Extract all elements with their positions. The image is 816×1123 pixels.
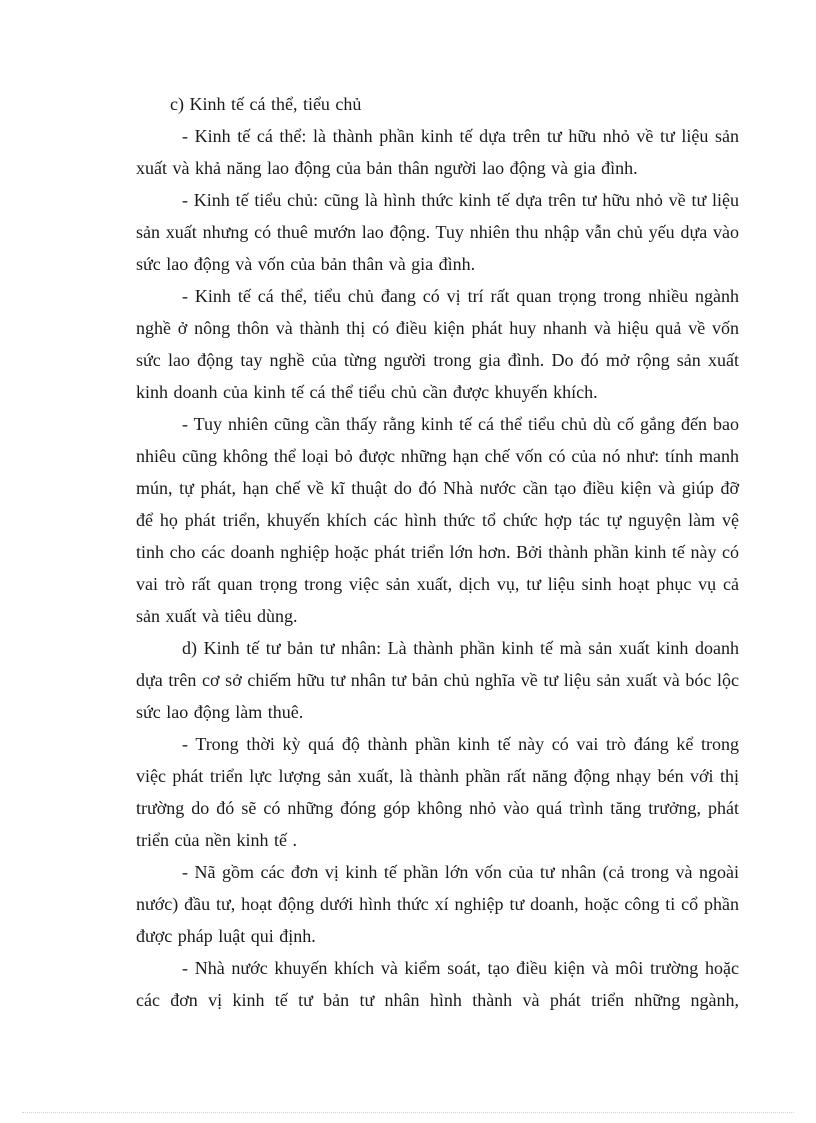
paragraph-limitations: - Tuy nhiên cũng cần thấy rằng kinh tế cá thể tiểu chủ dù cố gắng đến bao nhiêu cũng không thể loại bỏ được những hạn chế vốn có của nó như: tính manh mún, tự phát, hạn chế về kĩ thuật do đó Nhà nước cần tạo điều kiện và giúp đỡ để họ phát triển, khuyến khích các hình thức tổ chức hợp tác tự nguyện làm vệ tinh cho các doanh nghiệp hoặc phát triển lớn hơn. Bởi thành phần kinh tế này có vai trò rất quan trọng trong việc sản xuất, dịch vụ, tư liệu sinh hoạt phục vụ cả sản xuất và tiêu dùng.	[136, 414, 739, 626]
paragraph-role-transition: - Trong thời kỳ quá độ thành phần kinh tế này có vai trò đáng kể trong việc phát triển lực lượng sản xuất, là thành phần rất năng động nhạy bén với thị trường do đó sẽ có những đóng góp không nhỏ vào quá trình tăng trưởng, phát triển của nền kinh tế .	[136, 734, 739, 850]
document-page	[136, 88, 739, 1016]
paragraph-state-encourage: - Nhà nước khuyến khích và kiểm soát, tạo điều kiện và môi trường hoặc các đơn vị kinh tế tư bản tư nhân hình thành và phát triển những ngành,	[136, 958, 739, 1010]
paragraph-importance: - Kinh tế cá thể, tiểu chủ đang có vị trí rất quan trọng trong nhiều ngành nghề ở nông thôn và thành thị có điều kiện phát huy nhanh và hiệu quả về vốn sức lao động tay nghề của từng người trong gia đình. Do đó mở rộng sản xuất kinh doanh của kinh tế cá thể tiểu chủ cần được khuyến khích.	[136, 286, 739, 402]
section-heading-d: d) Kinh tế tư bản tư nhân: Là thành phần kinh tế mà sản xuất kinh doanh dựa trên cơ sở chiếm hữu tư nhân tư bản chủ nghĩa về tư liệu sản xuất và bóc lộc sức lao động làm thuê.	[136, 638, 739, 722]
paragraph-composition: - Nã gồm các đơn vị kinh tế phần lớn vốn của tư nhân (cả trong và ngoài nước) đầu tư, hoạt động dưới hình thức xí nghiệp tư doanh, hoặc công ti cổ phần được pháp luật qui định.	[136, 862, 739, 946]
paragraph-small-owner-economy: - Kinh tế tiểu chủ: cũng là hình thức kinh tế dựa trên tư hữu nhỏ về tư liệu sản xuất nhưng có thuê mướn lao động. Tuy nhiên thu nhập vẫn chủ yếu dựa vào sức lao động và vốn của bản thân và gia đình.	[136, 190, 739, 274]
section-heading-c: c) Kinh tế cá thể, tiểu chủ	[170, 94, 362, 114]
paragraph-individual-economy: - Kinh tế cá thể: là thành phần kinh tế dựa trên tư hữu nhỏ về tư liệu sản xuất và khả năng lao động của bản thân người lao động và gia đình.	[136, 126, 739, 178]
page-bottom-border	[22, 1112, 794, 1113]
